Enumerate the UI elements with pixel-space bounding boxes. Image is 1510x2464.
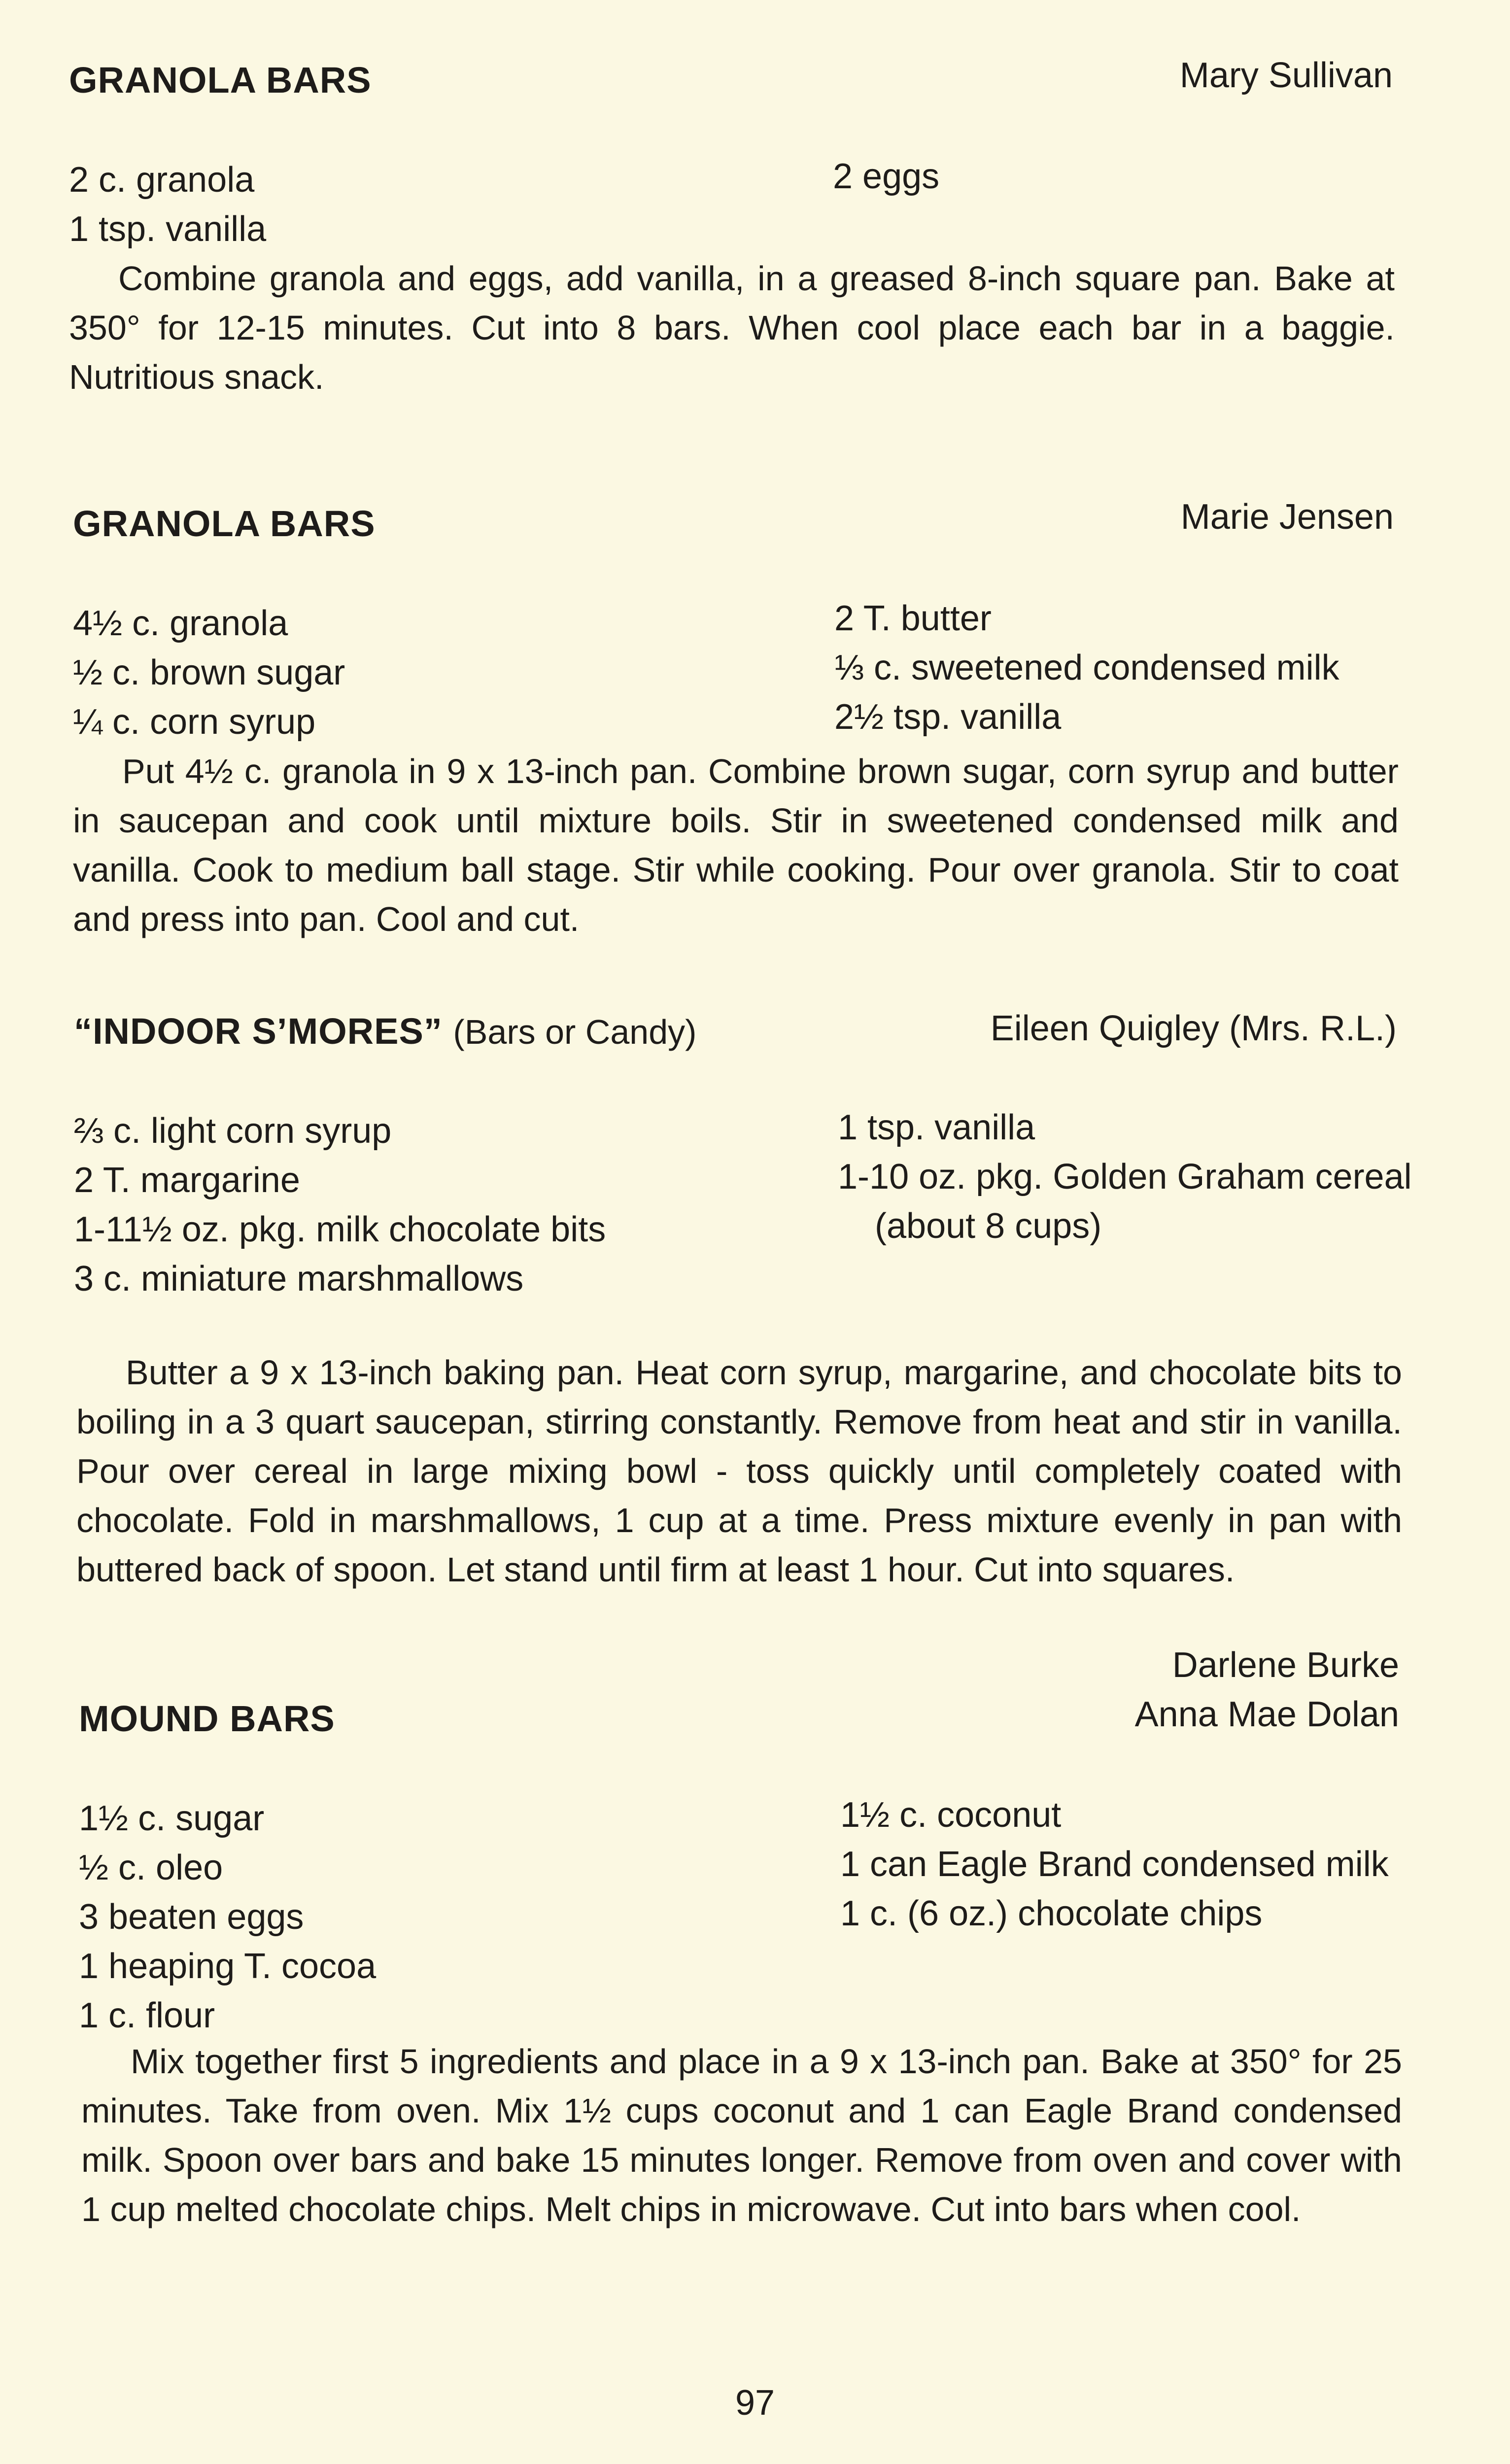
- page-number: 97: [735, 2383, 775, 2423]
- recipe-4-author-1: Darlene Burke: [1172, 1645, 1399, 1685]
- ingredient: ½ c. brown sugar: [73, 653, 345, 692]
- ingredient: 1 tsp. vanilla: [838, 1108, 1035, 1147]
- recipe-2-ingredients-left: [73, 599, 345, 747]
- ingredient: 3 beaten eggs: [79, 1897, 304, 1937]
- ingredient: 1 heaping T. cocoa: [79, 1947, 377, 1986]
- ingredient: ⅔ c. light corn syrup: [74, 1111, 392, 1151]
- recipe-3-ingredients-right: [838, 1103, 1412, 1251]
- ingredient: (about 8 cups): [875, 1206, 1102, 1246]
- recipe-3-title-text: “INDOOR S’MORES”: [74, 1011, 443, 1052]
- ingredient: 1-10 oz. pkg. Golden Graham cereal: [838, 1157, 1412, 1197]
- ingredient: 2 T. butter: [834, 599, 992, 638]
- recipe-4-ingredients-right: [840, 1790, 1389, 1938]
- recipe-4-directions: Mix together first 5 ingredients and place in a 9 x 13-inch pan. Bake at 350° for 25 minutes. Take from oven. Mix 1½ cups coconut and 1 can Eagle Brand condensed milk. Spoon over bars and bake 15 minutes longer. Remove from oven and cover with 1 cup melted chocolate chips. Melt chips in microwave. Cut into bars when cool.: [81, 2042, 1402, 2228]
- recipe-2-title: GRANOLA BARS: [73, 503, 376, 544]
- recipe-4-title: MOUND BARS: [79, 1698, 335, 1739]
- ingredient: 3 c. miniature marshmallows: [74, 1259, 524, 1299]
- recipe-3-directions: Butter a 9 x 13-inch baking pan. Heat corn syrup, margarine, and chocolate bits to boiling in a 3 quart saucepan, stirring constantly. Remove from heat and stir in vanilla. Pour over cereal in large mixing bowl - toss quickly until completely coated with chocolate. Fold in marshmallows, 1 cup at a time. Press mixture evenly in pan with buttered back of spoon. Let stand until firm at least 1 hour. Cut into squares.: [76, 1353, 1402, 1589]
- ingredient: 2½ tsp. vanilla: [834, 697, 1062, 737]
- recipe-3-title: [74, 1010, 696, 1052]
- ingredient: 2 c. granola: [69, 160, 255, 200]
- ingredient: 2 T. margarine: [74, 1161, 300, 1200]
- ingredient: 4½ c. granola: [73, 604, 288, 643]
- recipe-2-author: Marie Jensen: [1180, 497, 1394, 537]
- ingredient: 1 c. (6 oz.) chocolate chips: [840, 1894, 1263, 1933]
- ingredient: 1 can Eagle Brand condensed milk: [840, 1845, 1389, 1884]
- recipe-4-author-2: Anna Mae Dolan: [1134, 1695, 1399, 1734]
- recipe-1-author: Mary Sullivan: [1179, 56, 1393, 95]
- recipe-2-directions: Put 4½ c. granola in 9 x 13-inch pan. Combine brown sugar, corn syrup and butter in saucepan and cook until mixture boils. Stir in sweetened condensed milk and vanilla. Cook to medium ball stage. Stir while cooking. Pour over granola. Stir to coat and press into pan. Cool and cut.: [73, 752, 1399, 938]
- ingredient: 1½ c. coconut: [840, 1795, 1062, 1835]
- recipe-2-ingredients-right: [834, 594, 1339, 742]
- ingredient: 2 eggs: [833, 157, 940, 196]
- recipe-3-ingredients-left: [74, 1106, 606, 1303]
- ingredient: 1 tsp. vanilla: [69, 209, 267, 249]
- recipe-4-ingredients-left: [79, 1794, 376, 2040]
- recipe-1-ingredients-right: [833, 152, 939, 201]
- ingredient: 1 c. flour: [79, 1996, 215, 2035]
- recipe-1-directions: Combine granola and eggs, add vanilla, in a greased 8-inch square pan. Bake at 350° for 12-15 minutes. Cut into 8 bars. When cool place each bar in a baggie. Nutritious snack.: [69, 259, 1395, 396]
- recipe-3-subtitle: (Bars or Candy): [453, 1013, 697, 1051]
- recipe-1-ingredients-left: [69, 155, 266, 254]
- ingredient: ⅓ c. sweetened condensed milk: [834, 648, 1339, 687]
- ingredient: 1-11½ oz. pkg. milk chocolate bits: [74, 1210, 606, 1249]
- ingredient: ½ c. oleo: [79, 1848, 223, 1887]
- recipe-1-title: GRANOLA BARS: [69, 60, 372, 101]
- ingredient: 1½ c. sugar: [79, 1799, 265, 1838]
- ingredient: ¼ c. corn syrup: [73, 702, 316, 742]
- recipe-3-author: Eileen Quigley (Mrs. R.L.): [990, 1009, 1397, 1048]
